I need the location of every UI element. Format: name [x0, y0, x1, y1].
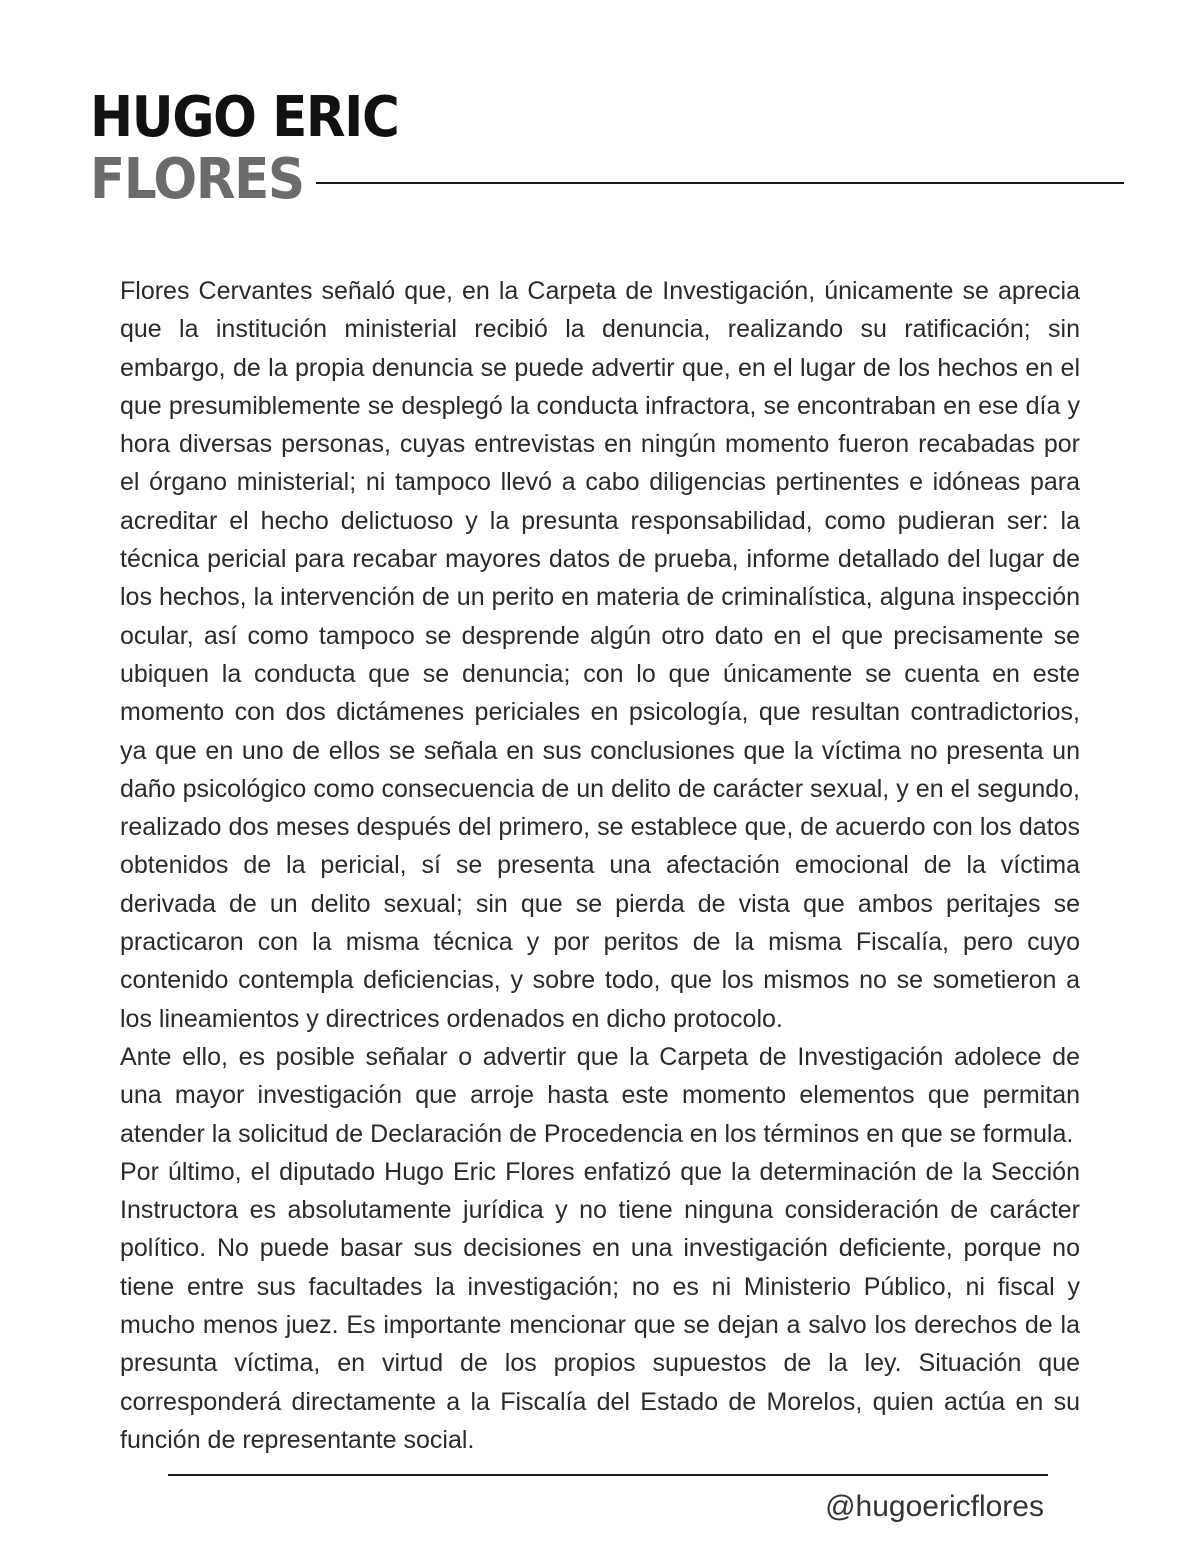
header [90, 85, 1130, 218]
paragraph-3: Por último, el diputado Hugo Eric Flores enfatizó que la determinación de la Sección Instructora es absolutamente jurídica y no tiene ninguna consideración de carácter político. No puede basar sus decisiones en una investigación deficiente, porque no tiene entre sus facultades la investigación; no es ni Ministerio Público, ni fiscal y mucho menos juez. Es importante mencionar que se dejan a salvo los derechos de la presunta víctima, en virtud de los propios supuestos de la ley. Situación que corresponderá directamente a la Fiscalía del Estado de Morelos, quien actúa en su función de representante social. [120, 1157, 1080, 1454]
header-divider [316, 182, 1124, 184]
paragraph-2: Ante ello, es posible señalar o advertir que la Carpeta de Investigación adolece de una mayor investigación que arroje hasta este momento elementos que permitan atender la solicitud de Declaración de Procedencia en los términos en que se formula. [120, 1042, 1080, 1148]
article-body [120, 272, 1080, 1459]
author-name-last: FLORES [90, 147, 304, 212]
social-handle: @hugoericflores [825, 1490, 1044, 1523]
paragraph-1: Flores Cervantes señaló que, en la Carpeta de Investigación, únicamente se aprecia que la institución ministerial recibió la denuncia, realizando su ratificación; sin embargo, de la propia denuncia se puede advertir que, en el lugar de los hechos en el que presumiblemente se desplegó la conducta infractora, se encontraban en ese día y hora diversas personas, cuyas entrevistas en ningún momento fueron recabadas por el órgano ministerial; ni tampoco llevó a cabo diligencias pertinentes e idóneas para acreditar el hecho delictuoso y la presunta responsabilidad, como pudieran ser: la técnica pericial para recabar mayores datos de prueba, informe detallado del lugar de los hechos, la intervención de un perito en materia de criminalística, alguna inspección ocular, así como tampoco se desprende algún otro dato en el que precisamente se ubiquen la conducta que se denuncia; con lo que únicamente se cuenta en este momento con dos dictámenes periciales en psicología, que resultan contradictorios, ya que en uno de ellos se señala en sus conclusiones que la víctima no presenta un daño psicológico como consecuencia de un delito de carácter sexual, y en el segundo, realizado dos meses después del primero, se establece que, de acuerdo con los datos obtenidos de la pericial, sí se presenta una afectación emocional de la víctima derivada de un delito sexual; sin que se pierda de vista que ambos peritajes se practicaron con la misma técnica y por peritos de la misma Fiscalía, pero cuyo contenido contempla deficiencias, y sobre todo, que los mismos no se sometieron a los lineamientos y directrices ordenados en dicho protocolo. [120, 277, 1080, 1033]
footer-divider [168, 1474, 1048, 1476]
author-name-first: HUGO ERIC [90, 85, 399, 150]
